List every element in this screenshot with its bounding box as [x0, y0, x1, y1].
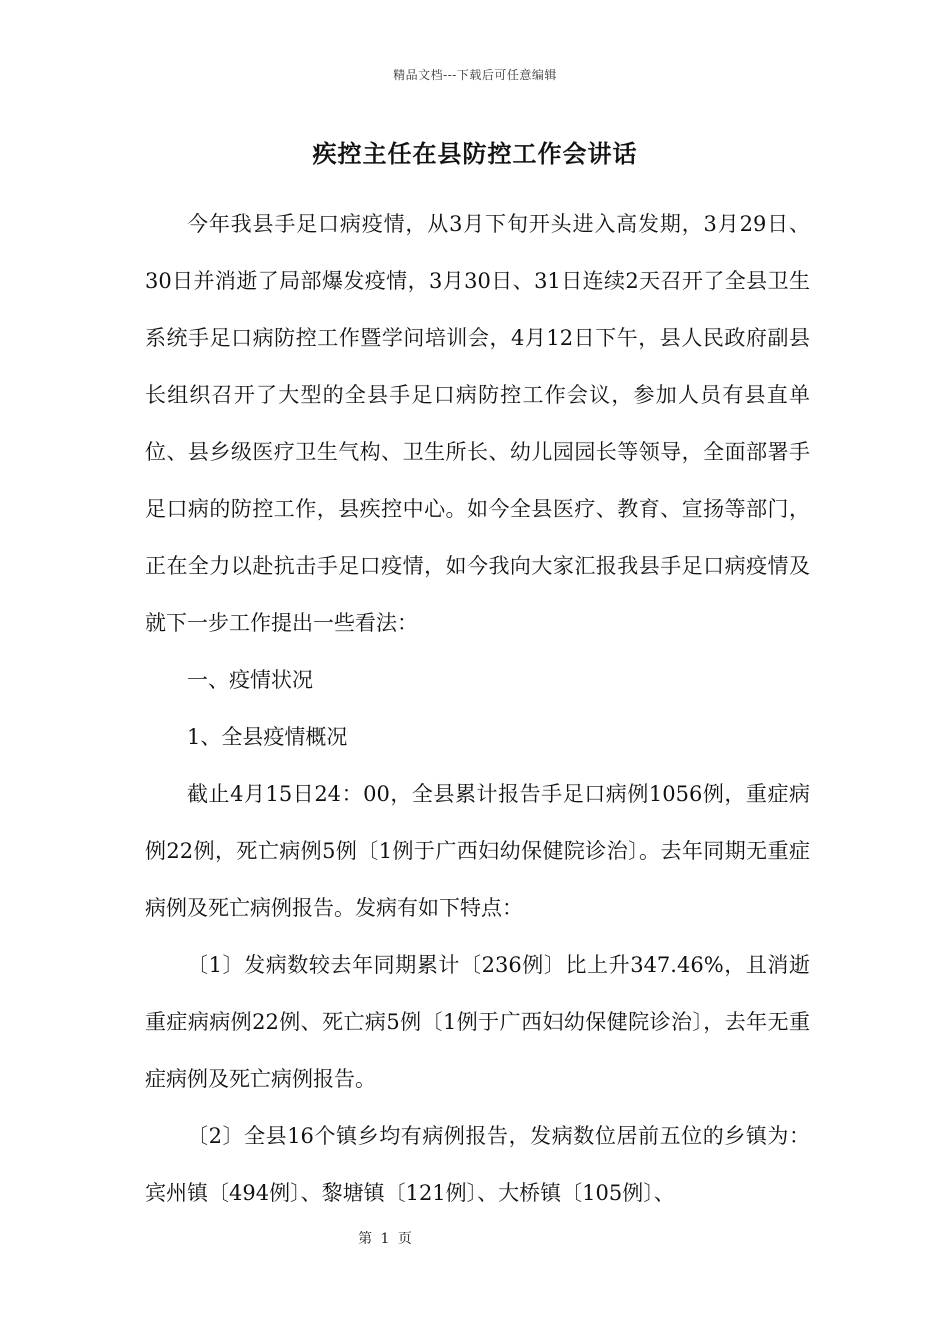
- document-header: 精品文档---下载后可任意编辑: [393, 68, 557, 82]
- subsection-heading: 1、全县疫情概况: [187, 725, 348, 749]
- feature-paragraph-2: 〔2〕全县16个镇乡均有病例报告，发病数位居前五位的乡镇为：宾州镇〔494例〕、黎塘镇〔121例〕、大桥镇〔105例〕、: [145, 1124, 810, 1205]
- feature-paragraph-1: 〔1〕发病数较去年同期累计〔236例〕比上升347.46%，且消逝重症病病例22例、死亡病5例〔1例于广西妇幼保健院诊治〕，去年无重症病例及死亡病例报告。: [145, 953, 810, 1091]
- document-body: [145, 196, 810, 1222]
- intro-paragraph: 今年我县手足口病疫情，从3月下旬开头进入高发期，3月29日、30日并消逝了局部爆发疫情，3月30日、31日连续2天召开了全县卫生系统手足口病防控工作暨学问培训会，4月12日下午，县人民政府副县长组织召开了大型的全县手足口病防控工作会议，参加人员有县直单位、县乡级医疗卫生气构、卫生所长、幼儿园园长等领导，全面部署手足口病的防控工作，县疾控中心。如今全县医疗、教育、宣扬等部门，正在全力以赴抗击手足口疫情，如今我向大家汇报我县手足口病疫情及就下一步工作提出一些看法：: [145, 212, 810, 635]
- section-heading: 一、疫情状况: [187, 668, 313, 692]
- page-number: 第 1 页: [358, 1231, 412, 1247]
- document-title: 疾控主任在县防控工作会讲话: [312, 139, 638, 168]
- overview-paragraph: 截止4月15日24：00，全县累计报告手足口病例1056例，重症病例22例，死亡病例5例〔1例于广西妇幼保健院诊治〕。去年同期无重症病例及死亡病例报告。发病有如下特点：: [145, 782, 810, 920]
